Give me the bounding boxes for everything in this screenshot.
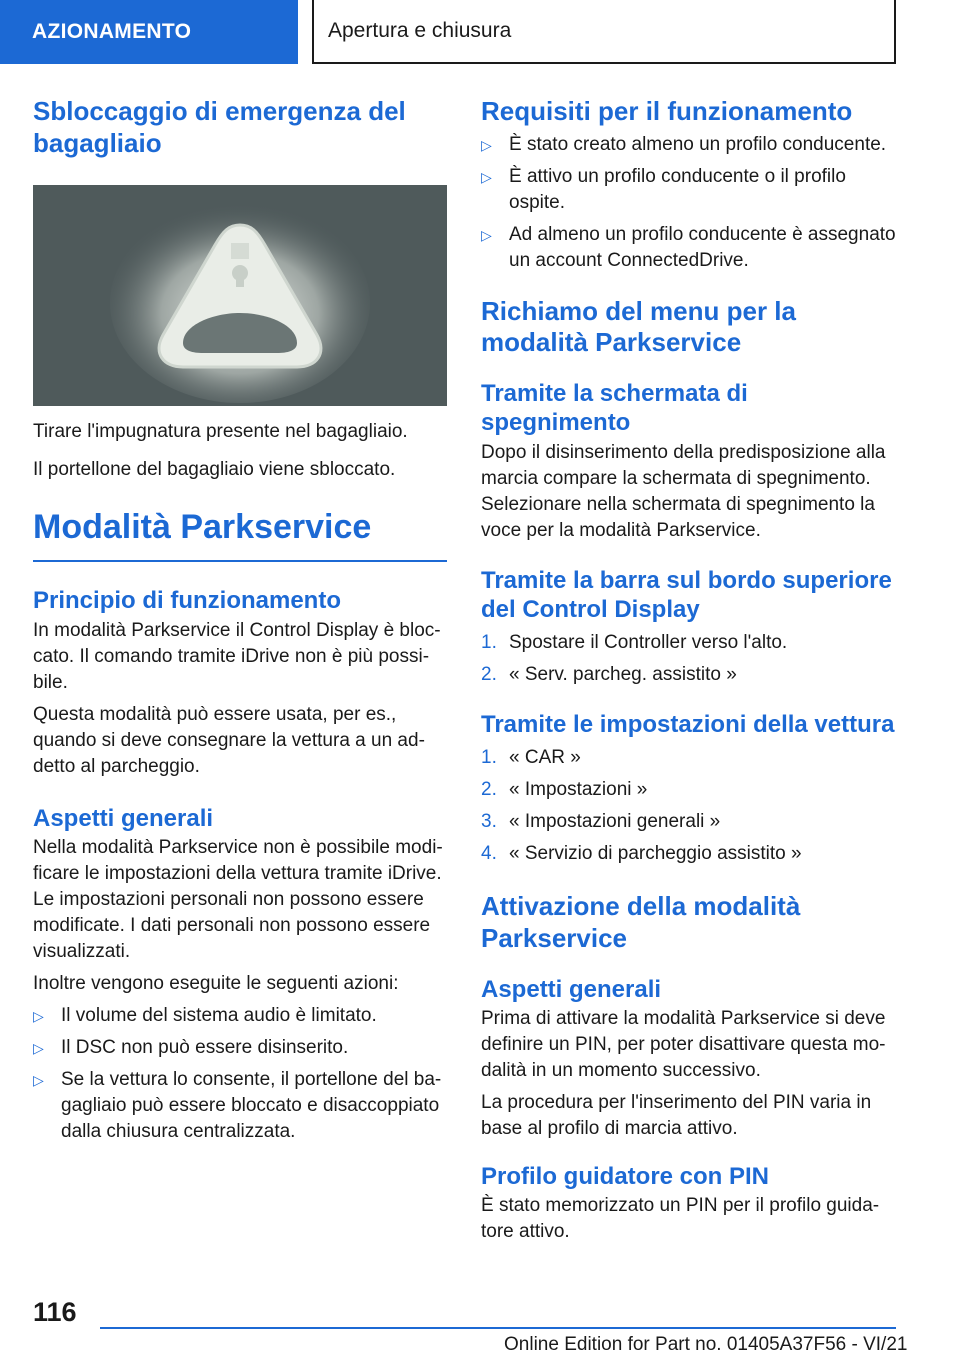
principle-paragraph-2: Questa modalità può essere usata, per es., quando si deve consegnare la vettura a un addetto al parcheggio. bbox=[33, 703, 425, 777]
chapter-title: Modalità Parkservice bbox=[33, 508, 372, 547]
footer-rule bbox=[100, 1327, 896, 1329]
step-number: 1. bbox=[481, 747, 497, 769]
activation-general-heading: Aspetti generali bbox=[481, 975, 662, 1003]
general-paragraph-1: Nella modalità Parkservice non è possibile modificare le impostazioni della vettura tramite iDrive. Le impostazioni personali non possono essere modificate. I dati personali non possono essere visualizzati. bbox=[33, 836, 443, 962]
list-item-text: Se la vettura lo consente, il portellone del bagagliaio può essere bloccato e disaccoppiato dalla chiusura centralizzata. bbox=[61, 1068, 442, 1142]
emergency-step-text: Tirare l'impugnatura presente nel bagagliaio. bbox=[33, 421, 408, 443]
emergency-release-heading: Sbloccaggio di emergenza del bagagliaio bbox=[33, 96, 406, 158]
step-number: 4. bbox=[481, 843, 497, 865]
list-item-text: Il DSC non può essere disinserito. bbox=[61, 1036, 349, 1058]
step-number: 3. bbox=[481, 811, 497, 833]
triangle-bullet-icon: ▷ bbox=[481, 226, 492, 243]
step-text: « Impostazioni » bbox=[509, 779, 648, 801]
list-item-text: Ad almeno un profilo conducente è assegnato un account ConnectedDrive. bbox=[509, 223, 896, 271]
emergency-result-text: Il portellone del bagagliaio viene sbloccato. bbox=[33, 459, 396, 481]
list-item-text: Il volume del sistema audio è limitato. bbox=[61, 1004, 377, 1026]
triangle-bullet-icon: ▷ bbox=[33, 1007, 44, 1024]
requirements-heading: Requisiti per il funzionamento bbox=[481, 96, 853, 126]
activation-paragraph-1: Prima di attivare la modalità Parkservice si deve definire un PIN, per poter disattivare questa modalità in un momento successivo. bbox=[481, 1008, 886, 1082]
chapter-label: AZIONAMENTO bbox=[32, 20, 192, 43]
list-item bbox=[481, 222, 896, 274]
chapter-tab bbox=[0, 0, 298, 64]
list-item-text: È attivo un profilo conducente o il profilo ospite. bbox=[509, 165, 846, 213]
list-item bbox=[33, 1067, 447, 1145]
off-screen-heading: Tramite la schermata di spegnimento bbox=[481, 380, 748, 437]
triangle-bullet-icon: ▷ bbox=[481, 136, 492, 153]
list-item bbox=[481, 745, 896, 771]
principle-paragraph-1: In modalità Parkservice il Control Display è bloccato. Il comando tramite iDrive non è più possibile. bbox=[33, 619, 441, 693]
driver-profile-heading: Profilo guidatore con PIN bbox=[481, 1163, 770, 1191]
activation-heading: Attivazione della modalità Parkservice bbox=[481, 891, 801, 954]
list-item bbox=[481, 630, 896, 656]
list-item bbox=[481, 662, 896, 688]
vehicle-settings-steps bbox=[481, 745, 896, 867]
triangle-bullet-icon: ▷ bbox=[481, 168, 492, 185]
step-text: « Servizio di parcheggio assistito » bbox=[509, 843, 802, 865]
list-item-text: È stato creato almeno un profilo conducente. bbox=[509, 133, 887, 155]
step-text: « CAR » bbox=[509, 747, 581, 769]
menu-heading: Richiamo del menu per la modalità Parkservice bbox=[481, 295, 796, 358]
step-number: 2. bbox=[481, 779, 497, 801]
principle-heading: Principio di funzionamento bbox=[33, 587, 341, 615]
section-label: Apertura e chiusura bbox=[328, 19, 512, 42]
trunk-release-handle-image bbox=[33, 185, 447, 406]
general-actions-list bbox=[33, 1003, 447, 1145]
list-item bbox=[481, 164, 896, 216]
step-text: « Serv. parcheg. assistito » bbox=[509, 664, 737, 686]
top-bar-steps bbox=[481, 630, 896, 688]
driver-profile-paragraph: È stato memorizzato un PIN per il profilo guidatore attivo. bbox=[481, 1195, 880, 1243]
section-header bbox=[312, 0, 896, 64]
left-column bbox=[33, 96, 447, 1145]
list-item bbox=[33, 1035, 447, 1061]
requirements-list bbox=[481, 132, 896, 274]
top-bar-heading: Tramite la barra sul bordo superiore del Control Display bbox=[481, 566, 892, 623]
list-item bbox=[33, 1003, 447, 1029]
vehicle-settings-heading: Tramite le impostazioni della vettura bbox=[481, 711, 895, 739]
emergency-handle-illustration bbox=[33, 185, 447, 406]
edition-note: Online Edition for Part no. 01405A37F56 - VI/21 bbox=[504, 1334, 908, 1355]
chapter-rule bbox=[33, 560, 447, 562]
triangle-bullet-icon: ▷ bbox=[33, 1039, 44, 1056]
general-paragraph-2: Inoltre vengono eseguite le seguenti azioni: bbox=[33, 972, 399, 994]
triangle-bullet-icon: ▷ bbox=[33, 1071, 44, 1088]
list-item bbox=[481, 777, 896, 803]
general-heading: Aspetti generali bbox=[33, 804, 214, 832]
off-screen-paragraph: Dopo il disinserimento della predisposizione alla marcia compare la schermata di spegnimento. Selezionare nella schermata di spegnimento la voce per la modalità Parkservice. bbox=[481, 441, 886, 541]
step-number: 1. bbox=[481, 632, 497, 654]
page-number: 116 bbox=[33, 1297, 77, 1327]
step-number: 2. bbox=[481, 664, 497, 686]
step-text: « Impostazioni generali » bbox=[509, 811, 721, 833]
right-column bbox=[481, 96, 896, 1245]
activation-paragraph-2: La procedura per l'inserimento del PIN varia in base al profilo di marcia attivo. bbox=[481, 1092, 872, 1140]
list-item bbox=[481, 809, 896, 835]
step-text: Spostare il Controller verso l'alto. bbox=[509, 632, 788, 654]
list-item bbox=[481, 132, 896, 158]
list-item bbox=[481, 841, 896, 867]
